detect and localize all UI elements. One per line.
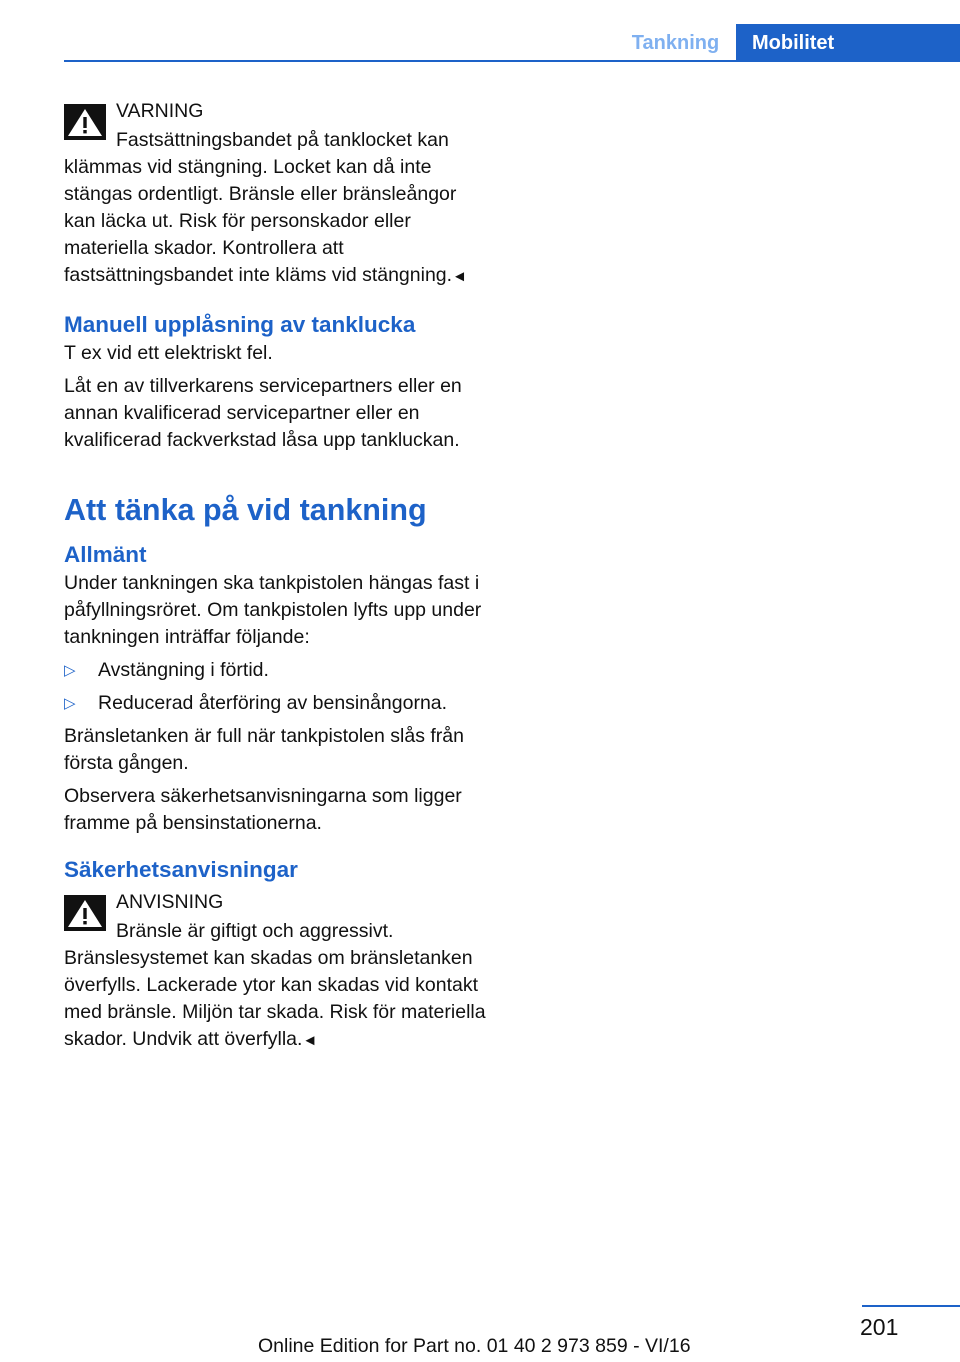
page-number: 201 xyxy=(860,1314,899,1340)
general-intro: Under tankningen ska tankpistolen hängas fast i påfyllningsröret. Om tankpistolen lyfts upp under tankningen inträffar följande: xyxy=(64,572,482,648)
page-content xyxy=(64,98,490,1074)
notice-label: ANVISNING xyxy=(116,891,224,913)
list-item: ▷ Reducerad återföring av bensinångorna. xyxy=(64,690,490,717)
general-bullet-list xyxy=(64,657,490,717)
end-mark: ◄ xyxy=(302,1032,318,1049)
safety-heading: Säkerhetsanvisningar xyxy=(64,857,298,882)
list-item: ▷ Avstängning i förtid. xyxy=(64,657,490,684)
header-chapter-tab: Mobilitet xyxy=(736,24,960,62)
manual-unlock-p2: Låt en av tillverkarens servicepartners eller en annan kvalificerad servicepartner eller en kvalificerad fackverkstad låsa upp tankluckan. xyxy=(64,375,462,451)
notice-block xyxy=(64,889,490,1054)
warning-text: Fastsättningsbandet på tanklocket kan klämmas vid stängning. Locket kan då inte stängas ordentligt. Bränsle eller bränsleångor kan läcka ut. Risk för personskador eller materiella skador. Kontrollera att fastsättningsbandet inte kläms vid stängning.◄ xyxy=(64,129,467,286)
header-section-tab: Tankning xyxy=(631,32,720,54)
header-rule xyxy=(64,60,960,62)
footer-rule xyxy=(862,1305,960,1307)
bullet-triangle-icon: ▷ xyxy=(64,662,76,679)
chapter-title: Att tänka på vid tankning xyxy=(64,493,427,527)
footer-edition: Online Edition for Part no. 01 40 2 973 859 - VI/16 xyxy=(258,1335,691,1357)
general-heading: Allmänt xyxy=(64,542,147,567)
warning-triangle-icon xyxy=(64,104,106,140)
notice-text: Bränsle är giftigt och aggressivt. Bränslesystemet kan skadas om bränsletanken överfylls. Lackerade ytor kan skadas vid kontakt med bränsle. Miljön tar skada. Risk för materiella skador. Undvik att överfylla.◄ xyxy=(64,920,486,1050)
general-observe: Observera säkerhetsanvisningarna som ligger framme på bensinstationerna. xyxy=(64,785,462,834)
warning-block xyxy=(64,98,490,290)
manual-unlock-heading: Manuell upplåsning av tanklucka xyxy=(64,312,416,337)
bullet-triangle-icon: ▷ xyxy=(64,695,76,712)
manual-unlock-p1: T ex vid ett elektriskt fel. xyxy=(64,342,273,364)
end-mark: ◄ xyxy=(452,268,467,285)
warning-label: VARNING xyxy=(116,100,204,122)
warning-triangle-icon xyxy=(64,895,106,931)
general-full-tank: Bränsletanken är full när tankpistolen slås från första gången. xyxy=(64,725,464,774)
